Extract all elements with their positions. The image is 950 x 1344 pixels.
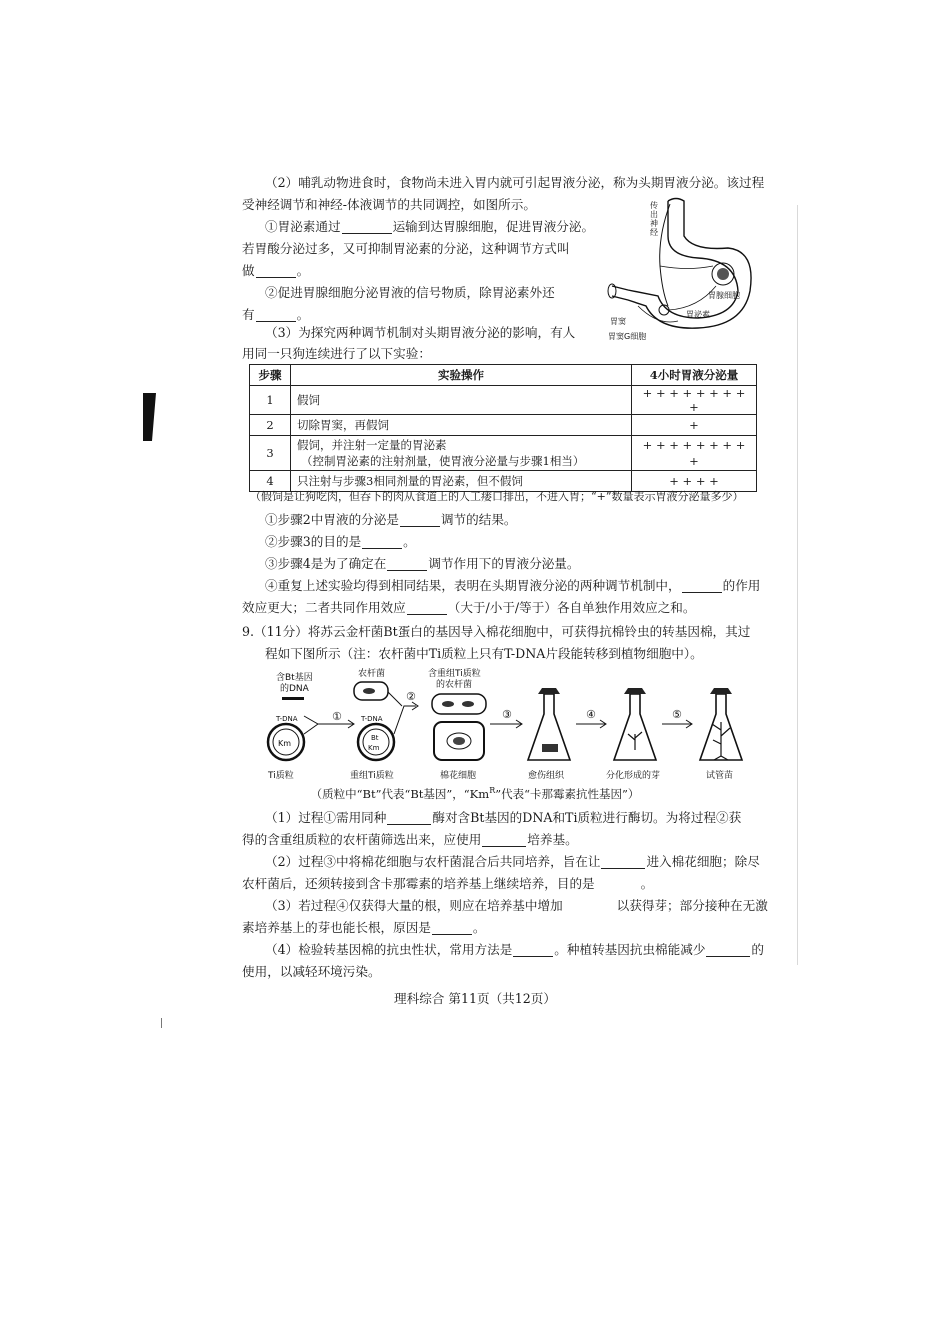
qd-text-3: 效应更大；二者共同作用效应 — [242, 600, 406, 615]
scan-artifact-bar — [143, 393, 156, 441]
part2-q1-line3 — [242, 261, 309, 281]
qa-text-1: ①步骤2中胃液的分泌是 — [265, 512, 399, 527]
label-bt: Bt — [371, 734, 379, 742]
q1-text-e: 。 — [296, 263, 310, 278]
p2-text-a: （2）过程③中将棉花细胞与农杆菌混合后共同培养，旨在让 — [265, 854, 601, 869]
p2-text-b: 进入棉花细胞；除尽 — [646, 854, 760, 869]
answer-blank[interactable] — [706, 942, 750, 957]
q9-p3-line1 — [265, 896, 768, 916]
answer-blank[interactable] — [513, 942, 553, 957]
p1-text-c: 得的含重组质粒的农杆菌筛选出来，应使用 — [242, 832, 482, 847]
label-antrum: 胃窦 — [610, 317, 626, 326]
answer-blank[interactable] — [407, 600, 447, 615]
qc-text-2: 调节作用下的胃液分泌量。 — [428, 556, 580, 571]
operation-line1: 假饲，并注射一定量的胃泌素 — [297, 438, 447, 452]
cell-operation: 只注射与步骤3相同剂量的胃泌素，但不假饲 — [291, 471, 632, 492]
scan-artifact-tick — [161, 1018, 162, 1028]
p2-text-d: 。 — [640, 876, 654, 891]
step-4: ④ — [586, 708, 596, 721]
step-3: ③ — [502, 708, 512, 721]
label-agro: 农杆菌 — [358, 669, 386, 679]
flow-caption — [0, 782, 950, 803]
cell-step: 1 — [250, 386, 291, 415]
answer-blank[interactable] — [362, 534, 402, 549]
answer-blank[interactable] — [564, 898, 616, 913]
transgenic-flow-diagram — [256, 664, 756, 784]
part2-q1-line2: 若胃酸分泌过多，又可抑制胃泌素的分泌，这种调节方式叫 — [242, 241, 570, 256]
part2-q2-line2 — [242, 305, 309, 325]
q9-p2-line1 — [265, 852, 760, 872]
caption-text-b: ”代表“卡那霉素抗性基因”） — [495, 786, 640, 801]
label-seedling: 试管苗 — [706, 771, 734, 781]
p4-text-c: 的 — [751, 942, 765, 957]
answer-blank[interactable] — [342, 219, 392, 234]
part2-q2-line1: ②促进胃腺细胞分泌胃液的信号物质，除胃泌素外还 — [265, 285, 555, 300]
label-km-1: Km — [278, 739, 292, 748]
label-cotton-cell: 棉花细胞 — [440, 771, 477, 781]
q2-text-b: 有 — [242, 307, 255, 322]
p1-text-b: 酶对含Bt基因的DNA和Ti质粒进行酶切。为将过程②获 — [432, 810, 742, 825]
qd-text-4: （大于/小于/等于）各自单独作用效应之和。 — [447, 600, 696, 615]
cell-step: 2 — [250, 415, 291, 436]
q9-p4-line1 — [265, 940, 764, 960]
q9-p1-line1 — [265, 808, 741, 828]
label-g-cell: 胃窦G细胞 — [608, 332, 647, 341]
table-row — [250, 386, 757, 415]
p3-text-c: 素培养基上的芽也能长根，原因是 — [242, 920, 431, 935]
page-footer: 理科综合 第11页（共12页） — [394, 991, 556, 1006]
cell-amount: + + + + + + + + + — [632, 386, 757, 415]
q1-text-a: ①胃泌素通过 — [265, 219, 341, 234]
part3-intro-line2: 用同一只狗连续进行了以下实验： — [242, 346, 431, 361]
caption-text-a: （质粒中“Bt”代表“Bt基因”，“Km — [310, 786, 490, 801]
step-1: ① — [332, 710, 342, 723]
table-header-row — [250, 365, 757, 386]
label-callus: 愈伤组织 — [528, 771, 565, 781]
step-5: ⑤ — [672, 708, 682, 721]
caption-sup: R — [489, 786, 496, 795]
header-operation: 实验操作 — [291, 365, 632, 386]
p3-text-b: 以获得芽；部分接种在无激 — [616, 898, 768, 913]
answer-blank[interactable] — [387, 810, 431, 825]
header-step: 步骤 — [250, 365, 291, 386]
part2-intro-line1: （2）哺乳动物进食时，食物尚未进入胃内就可引起胃液分泌，称为头期胃液分泌。该过程 — [265, 175, 765, 190]
label-bud: 分化形成的芽 — [606, 771, 661, 781]
p1-text-a: （1）过程①需用同种 — [265, 810, 387, 825]
cell-step: 3 — [250, 436, 291, 471]
part3-qa — [265, 510, 517, 530]
label-nerve: 传出神经 — [650, 201, 658, 237]
cell-amount: + — [632, 415, 757, 436]
scan-artifact-line — [797, 205, 798, 965]
q9-p2-line2 — [242, 874, 653, 894]
header-amount: 4小时胃液分泌量 — [632, 365, 757, 386]
q9-p3-line2 — [242, 918, 486, 938]
answer-blank[interactable] — [482, 832, 526, 847]
part2-intro-line2: 受神经调节和神经-体液调节的共同调控，如图所示。 — [242, 197, 536, 212]
p2-text-c: 农杆菌后，还须转接到含卡那霉素的培养基上继续培养，目的是 — [242, 876, 595, 891]
table-row — [250, 415, 757, 436]
part3-intro-line1: （3）为探究两种调节机制对头期胃液分泌的影响，有人 — [265, 325, 576, 340]
step-2: ② — [406, 690, 416, 703]
q9-line1: 9.（11分）将苏云金杆菌Bt蛋白的基因导入棉花细胞中，可获得抗棉铃虫的转基因棉，其过 — [242, 624, 751, 639]
part3-qc — [265, 554, 579, 574]
operation-line2: （控制胃泌素的注射剂量，使胃液分泌量与步骤1相当） — [301, 454, 585, 468]
part2-q1-line1 — [265, 217, 594, 237]
qc-text-1: ③步骤4是为了确定在 — [265, 556, 387, 571]
label-bt-dna-1: 含Bt基因 — [276, 673, 313, 683]
p4-text-a: （4）检验转基因棉的抗虫性状，常用方法是 — [265, 942, 513, 957]
table-row — [250, 436, 757, 471]
label-recomb-agro-1: 含重组Ti质粒 — [428, 669, 481, 679]
cell-amount: + + + + — [632, 471, 757, 492]
answer-blank[interactable] — [601, 854, 645, 869]
label-gland-cell: 胃腺细胞 — [708, 291, 740, 300]
cell-operation — [291, 436, 632, 471]
label-recomb-ti: 重组Ti质粒 — [350, 771, 394, 781]
p1-text-d: 培养基。 — [527, 832, 578, 847]
label-km-2: Km — [368, 744, 380, 752]
q9-p1-line2 — [242, 830, 578, 850]
label-tdna-2: T-DNA — [361, 715, 383, 723]
label-tdna-1: T-DNA — [276, 715, 298, 723]
label-gastrin: 胃泌素 — [686, 310, 710, 319]
qd-text-1: ④重复上述实验均得到相同结果，表明在头期胃液分泌的两种调节机制中， — [265, 578, 681, 593]
cell-operation: 切除胃窦，再假饲 — [291, 415, 632, 436]
q1-text-d: 做 — [242, 263, 255, 278]
label-ti-plasmid: Ti质粒 — [268, 771, 294, 781]
stomach-diagram — [598, 196, 758, 346]
qd-text-2: 的作用 — [722, 578, 761, 593]
cell-operation: 假饲 — [291, 386, 632, 415]
q1-text-b: 运输到达胃腺细胞，促进胃液分泌。 — [392, 219, 595, 234]
q9-p4-line2: 使用，以减轻环境污染。 — [242, 964, 381, 979]
answer-blank[interactable] — [256, 307, 296, 322]
qb-text-1: ②步骤3的目的是 — [265, 534, 362, 549]
part3-qd-line1 — [265, 576, 760, 596]
answer-blank[interactable] — [387, 556, 427, 571]
answer-blank[interactable] — [432, 920, 472, 935]
answer-blank[interactable] — [682, 578, 722, 593]
p3-text-d: 。 — [472, 920, 486, 935]
cell-step: 4 — [250, 471, 291, 492]
table-note: （假饲是让狗吃肉，但吞下的肉从食道上的人工瘘口排出，不进入胃；“+”数量表示胃液分泌量多少） — [250, 490, 744, 503]
qa-text-2: 调节的结果。 — [440, 512, 517, 527]
answer-blank[interactable] — [596, 876, 640, 891]
part3-qd-line2 — [242, 598, 696, 618]
answer-blank[interactable] — [256, 263, 296, 278]
p3-text-a: （3）若过程④仅获得大量的根，则应在培养基中增加 — [265, 898, 563, 913]
p4-text-b: 。种植转基因抗虫棉能减少 — [554, 942, 706, 957]
q9-line2: 程如下图所示（注：农杆菌中Ti质粒上只有T-DNA片段能转移到植物细胞中）。 — [265, 646, 703, 661]
answer-blank[interactable] — [400, 512, 440, 527]
cell-amount: + + + + + + + + + — [632, 436, 757, 471]
part3-qb — [265, 532, 416, 552]
q2-text-c: 。 — [296, 307, 310, 322]
qb-text-2: 。 — [403, 534, 416, 549]
label-recomb-agro-2: 的农杆菌 — [436, 680, 473, 690]
experiment-table — [249, 364, 757, 492]
label-bt-dna-2: 的DNA — [280, 684, 309, 694]
